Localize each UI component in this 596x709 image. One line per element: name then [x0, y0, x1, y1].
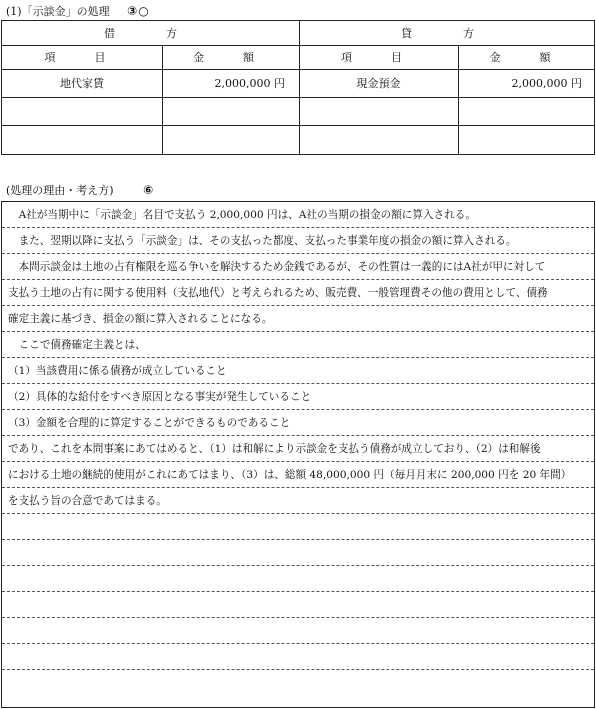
reason-line: （3）金額を合理的に算定することができるものであること: [8, 417, 291, 429]
debit-item-cell: 地代家賃: [60, 77, 104, 90]
debit-amount-cell: 2,000,000 円: [214, 77, 285, 90]
reasons-answer-box: [1, 201, 595, 708]
reason-line: 確定主義に基づき、損金の額に算入されることになる。: [8, 313, 273, 325]
ruled-line: [2, 591, 594, 592]
ruled-line: [2, 539, 594, 540]
section-2-title: (処理の理由・考え方): [6, 184, 114, 197]
section-1-score: ③○: [127, 4, 150, 18]
ruled-line: [2, 487, 594, 488]
reason-line: ここで債務確定主義とは、: [8, 339, 146, 351]
ruled-line: [2, 253, 594, 254]
debit-item-header: 項 目: [44, 51, 120, 64]
ruled-line: [2, 565, 594, 566]
credit-item-cell: [299, 125, 458, 154]
section-1-heading: [6, 3, 150, 19]
reason-line: （2）具体的な給付をすべき原因となる事実が発生していること: [8, 391, 312, 403]
ruled-line: [2, 279, 594, 280]
debit-header: 借 方: [104, 27, 197, 40]
credit-amount-cell: [458, 97, 596, 125]
credit-amount-cell: 2,000,000 円: [511, 77, 582, 90]
credit-item-cell: 現金預金: [356, 77, 401, 90]
credit-amount-header: 金 額: [489, 51, 565, 64]
ruled-line: [2, 513, 594, 514]
debit-item-cell: [2, 125, 162, 154]
ruled-line: [2, 643, 594, 644]
section-2-heading: [6, 182, 154, 198]
ruled-line: [2, 409, 594, 410]
debit-amount-cell: [162, 125, 299, 154]
ruled-line: [2, 331, 594, 332]
ruled-line: [2, 305, 594, 306]
reason-line: 支払う土地の占有に関する使用料（支払地代）と考えられるため、販売費、一般管理費その他の費用として、債務: [8, 287, 548, 299]
reason-line: （1）当該費用に係る債務が成立していること: [8, 365, 227, 377]
ruled-line: [2, 383, 594, 384]
ruled-line: [2, 461, 594, 462]
reason-line: 本問示談金は土地の占有権限を巡る争いを解決するため金銭であるが、その性質は一義的にはA社が甲に対して: [8, 261, 546, 273]
section-2-score: ⑥: [143, 183, 155, 197]
reason-line: を支払う旨の合意であてはまる。: [8, 495, 167, 507]
debit-amount-header: 金 額: [193, 51, 268, 64]
reason-line: また、翌期以降に支払う「示談金」は、その支払った都度、支払った事業年度の損金の額に算入される。: [8, 235, 517, 247]
credit-header: 貸 方: [401, 27, 494, 40]
journal-entry-table: [1, 20, 595, 155]
section-1-title: (1)「示談金」の処理: [6, 5, 110, 18]
debit-amount-cell: [162, 97, 299, 125]
ruled-line: [2, 357, 594, 358]
ruled-line: [2, 227, 594, 228]
ruled-line: [2, 617, 594, 618]
ruled-line: [2, 435, 594, 436]
credit-item-cell: [299, 97, 458, 125]
reason-line: であり、これを本問事案にあてはめると、（1）は和解により示談金を支払う債務が成立しており、（2）は和解後: [8, 443, 541, 455]
ruled-line: [2, 669, 594, 670]
credit-amount-cell: [458, 125, 596, 154]
reason-line: における土地の継続的使用がこれにあてはまり、（3）は、総額 48,000,000 円（毎月月末に 200,000 円を 20 年間）: [8, 469, 572, 481]
reason-line: A社が当期中に「示談金」名目で支払う 2,000,000 円は、A社の当期の損金の額に算入される。: [8, 209, 476, 221]
credit-item-header: 項 目: [341, 51, 416, 64]
debit-item-cell: [2, 97, 162, 125]
